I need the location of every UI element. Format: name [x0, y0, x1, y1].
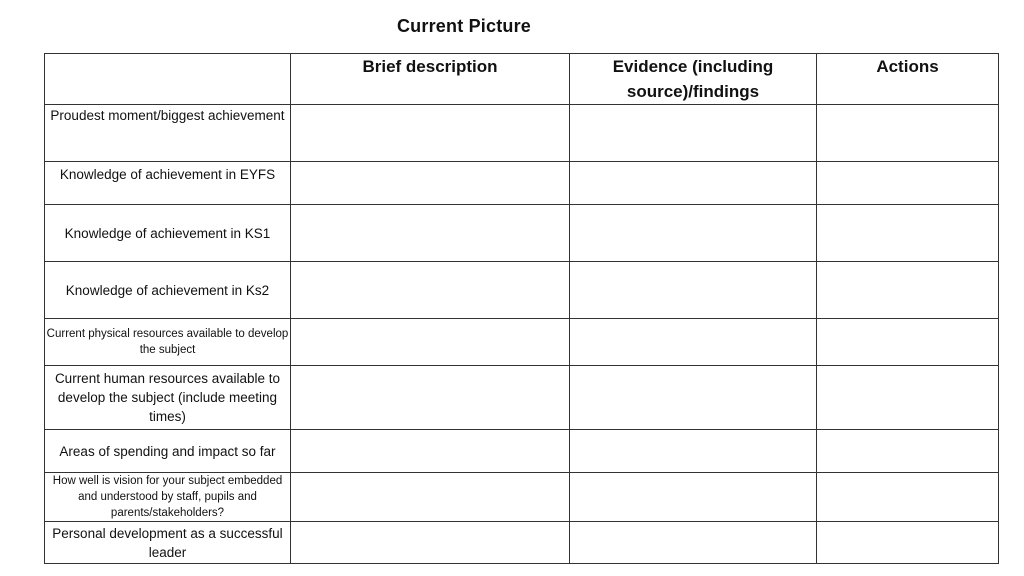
brief-description-cell[interactable]: [291, 205, 570, 262]
evidence-cell[interactable]: [570, 162, 817, 205]
header-evidence: Evidence (including source)/findings: [570, 54, 817, 105]
table-row: [45, 162, 999, 205]
table-row: [45, 319, 999, 366]
row-label: Proudest moment/biggest achievement: [45, 105, 291, 162]
header-brief-description: Brief description: [291, 54, 570, 105]
actions-cell[interactable]: [817, 366, 999, 430]
header-cell-blank: [45, 54, 291, 105]
row-label: Areas of spending and impact so far: [45, 430, 291, 473]
brief-description-cell[interactable]: [291, 522, 570, 564]
evidence-cell[interactable]: [570, 430, 817, 473]
header-row: [45, 54, 999, 105]
current-picture-table: [44, 53, 999, 564]
evidence-cell[interactable]: [570, 262, 817, 319]
table-row: [45, 205, 999, 262]
header-actions: Actions: [817, 54, 999, 105]
evidence-cell[interactable]: [570, 473, 817, 522]
row-label: Current human resources available to develop the subject (include meeting times): [45, 366, 291, 430]
actions-cell[interactable]: [817, 430, 999, 473]
actions-cell[interactable]: [817, 473, 999, 522]
table-row: [45, 473, 999, 522]
brief-description-cell[interactable]: [291, 262, 570, 319]
row-label: Knowledge of achievement in EYFS: [45, 162, 291, 205]
brief-description-cell[interactable]: [291, 430, 570, 473]
brief-description-cell[interactable]: [291, 319, 570, 366]
evidence-cell[interactable]: [570, 105, 817, 162]
actions-cell[interactable]: [817, 105, 999, 162]
evidence-cell[interactable]: [570, 319, 817, 366]
evidence-cell[interactable]: [570, 366, 817, 430]
table-row: [45, 522, 999, 564]
actions-cell[interactable]: [817, 319, 999, 366]
brief-description-cell[interactable]: [291, 162, 570, 205]
page-title: Current Picture: [396, 16, 532, 36]
actions-cell[interactable]: [817, 522, 999, 564]
table-row: [45, 366, 999, 430]
brief-description-cell[interactable]: [291, 473, 570, 522]
evidence-cell[interactable]: [570, 205, 817, 262]
row-label: How well is vision for your subject embedded and understood by staff, pupils and parents/stakeholders?: [45, 473, 291, 522]
brief-description-cell[interactable]: [291, 105, 570, 162]
evidence-cell[interactable]: [570, 522, 817, 564]
actions-cell[interactable]: [817, 262, 999, 319]
actions-cell[interactable]: [817, 205, 999, 262]
actions-cell[interactable]: [817, 162, 999, 205]
row-label: Knowledge of achievement in KS1: [45, 205, 291, 262]
table-row: [45, 262, 999, 319]
brief-description-cell[interactable]: [291, 366, 570, 430]
table-row: [45, 430, 999, 473]
table-row: [45, 105, 999, 162]
row-label: Personal development as a successful leader: [45, 522, 291, 564]
row-label: Current physical resources available to develop the subject: [45, 319, 291, 366]
row-label: Knowledge of achievement in Ks2: [45, 262, 291, 319]
